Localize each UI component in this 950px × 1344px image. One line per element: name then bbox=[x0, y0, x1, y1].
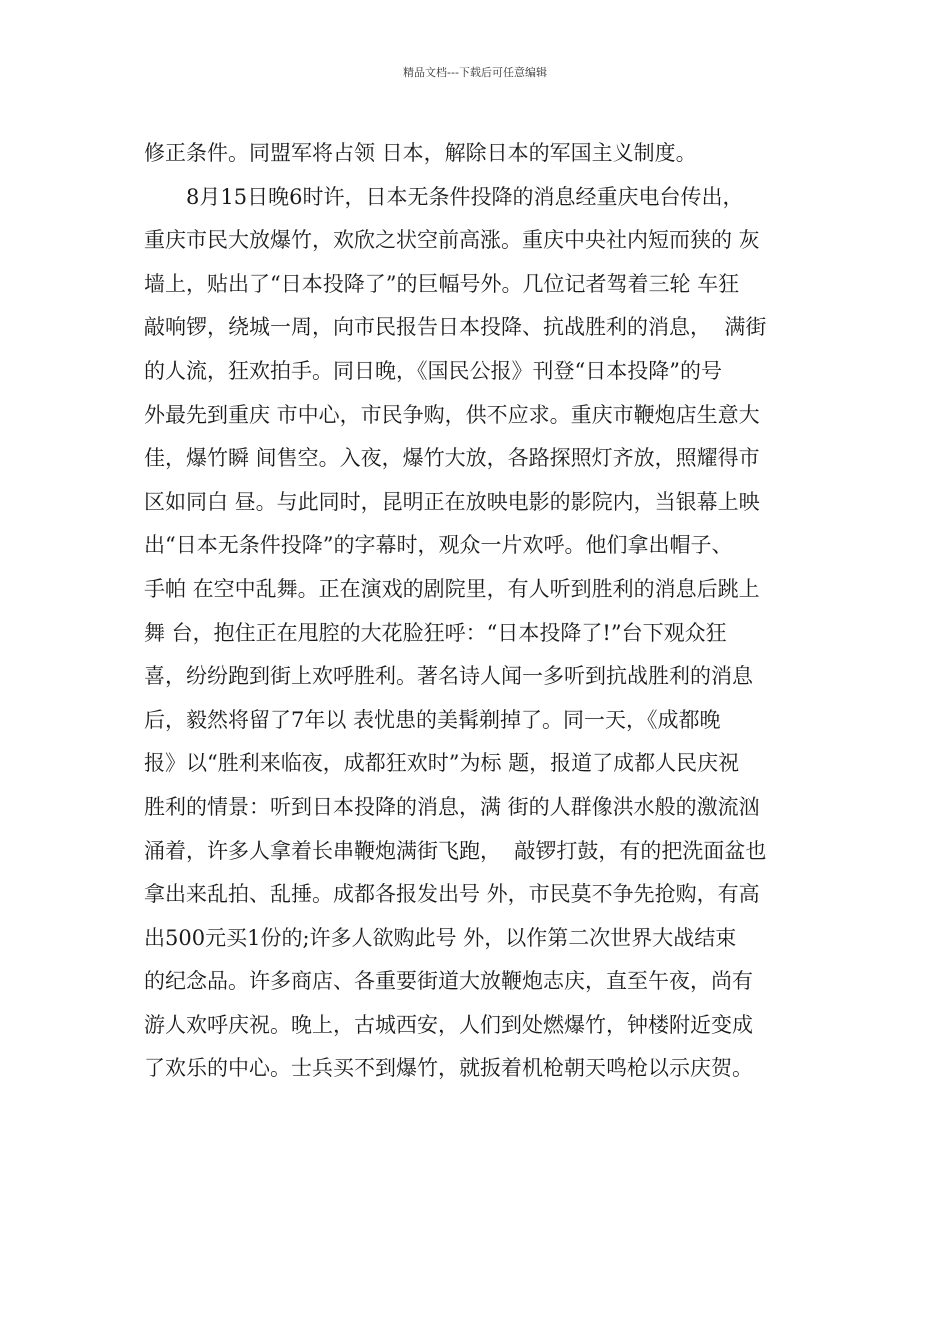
text-line: 了欢乐的中心。士兵买不到爆竹，就扳着机枪朝天鸣枪以示庆贺。 bbox=[144, 1056, 753, 1081]
text-line: 的人流，狂欢拍手。同日晚，《国民公报》刊登“日本投降”的号 bbox=[144, 358, 722, 383]
text-line: 手帕 在空中乱舞。正在演戏的剧院里，有人听到胜利的消息后跳上 bbox=[144, 576, 760, 601]
text-line: 外最先到重庆 市中心，市民争购，供不应求。重庆市鞭炮店生意大 bbox=[144, 402, 760, 427]
text-line: 报》以“胜利来临夜，成都狂欢时”为标 题，报道了成都人民庆祝 bbox=[144, 751, 740, 776]
page-header: 精品文档---下载后可任意编辑 bbox=[403, 66, 547, 79]
text-line: 胜利的情景：听到日本投降的消息，满 街的人群像洪水般的激流汹 bbox=[144, 794, 760, 819]
text-line: 区如同白 昼。与此同时，昆明正在放映电影的影院内，当银幕上映 bbox=[144, 489, 760, 514]
text-line: 拿出来乱拍、乱捶。成都各报发出号 外，市民莫不争先抢购，有高 bbox=[144, 882, 760, 907]
text-line: 出“日本无条件投降”的字幕时，观众一片欢呼。他们拿出帽子、 bbox=[144, 533, 733, 558]
text-line: 游人欢呼庆祝。晚上，古城西安，人们到处燃爆竹，钟楼附近变成 bbox=[144, 1012, 753, 1037]
text-line: 的纪念品。许多商店、各重要街道大放鞭炮志庆，直至午夜，尚有 bbox=[144, 969, 753, 994]
text-line: 敲响锣，绕城一周，向市民报告日本投降、抗战胜利的消息， 满街 bbox=[144, 315, 767, 340]
body-text bbox=[144, 132, 810, 1091]
text-line: 后，毅然将留了7年以 表忧患的美髯剃掉了。同一天，《成都晚 bbox=[144, 707, 721, 732]
text-line: 出500元买1份的;许多人欲购此号 外，以作第二次世界大战结束 bbox=[144, 925, 737, 950]
text-line: 重庆市民大放爆竹，欢欣之状空前高涨。重庆中央社内短而狭的 灰 bbox=[144, 228, 760, 253]
text-line: 涌着，许多人拿着长串鞭炮满街飞跑， 敲锣打鼓，有的把洗面盆也 bbox=[144, 838, 767, 863]
text-line: 佳，爆竹瞬 间售空。入夜，爆竹大放，各路探照灯齐放，照耀得市 bbox=[144, 446, 760, 471]
text-line: 修正条件。同盟军将占领 日本，解除日本的军国主义制度。 bbox=[144, 141, 697, 165]
text-line: 舞 台，抱住正在甩腔的大花脸狂呼：“日本投降了!”台下观众狂 bbox=[144, 620, 727, 645]
text-line: 8月15日晚6时许，日本无条件投降的消息经重庆电台传出， bbox=[186, 184, 744, 209]
text-line: 喜，纷纷跑到街上欢呼胜利。著名诗人闻一多听到抗战胜利的消息 bbox=[144, 664, 753, 689]
text-line: 墙上，贴出了“日本投降了”的巨幅号外。几位记者驾着三轮 车狂 bbox=[144, 271, 740, 296]
